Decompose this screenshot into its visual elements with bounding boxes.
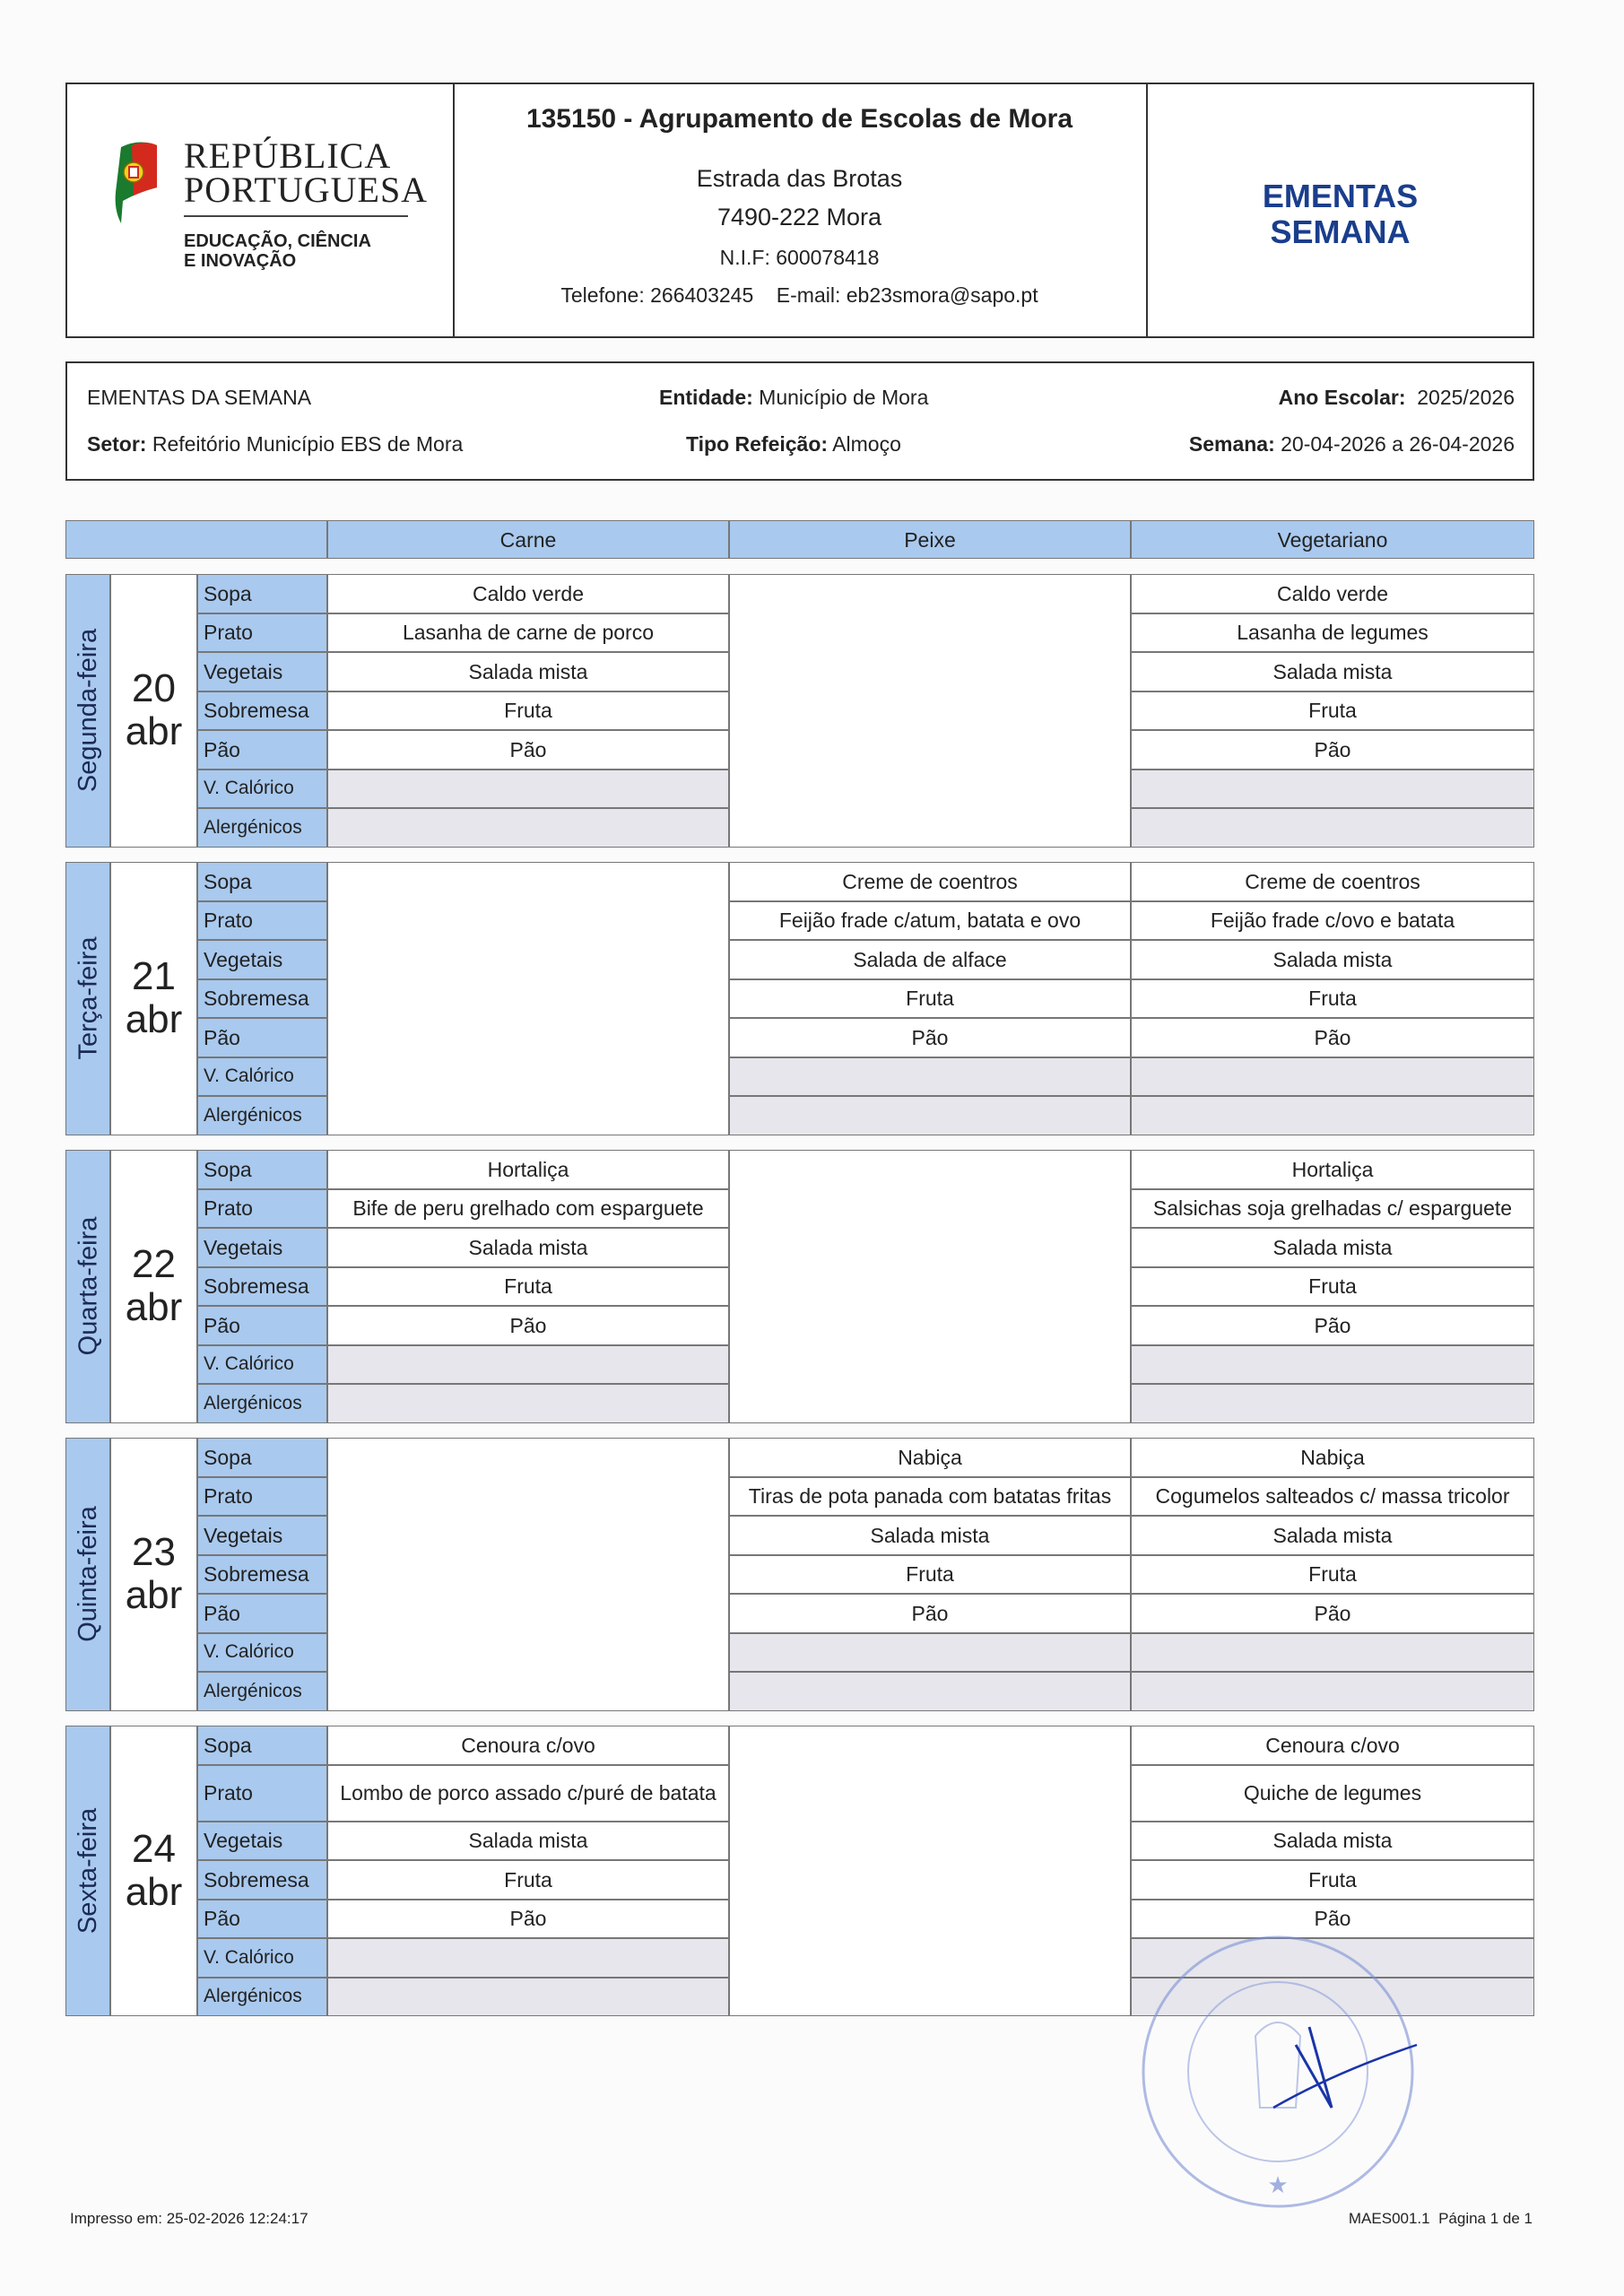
row-label: Vegetais xyxy=(197,1516,327,1555)
weekday-label: Terça-feira xyxy=(74,936,102,1060)
day-date xyxy=(110,1438,197,1711)
row-label: Sopa xyxy=(197,1438,327,1477)
row-label: Sobremesa xyxy=(197,979,327,1019)
menu-cell-vegetariano: Fruta xyxy=(1131,1860,1534,1900)
menu-cell-carne: Fruta xyxy=(327,1267,729,1307)
day-weekday xyxy=(65,574,110,848)
row-label: Vegetais xyxy=(197,1822,327,1861)
empty-column-carne xyxy=(327,1438,729,1711)
weekday-label: Quarta-feira xyxy=(74,1216,103,1356)
weekday-label: Quinta-feira xyxy=(74,1506,103,1643)
date-month: abr xyxy=(125,709,183,754)
menu-cell-carne: Hortaliça xyxy=(327,1150,729,1189)
info-entidade: Entidade: Município de Mora xyxy=(659,386,929,409)
school-address: Estrada das Brotas xyxy=(696,165,903,192)
row-label: Pão xyxy=(197,1594,327,1633)
menu-cell-vegetariano: Salada mista xyxy=(1131,1228,1534,1267)
day-date xyxy=(110,862,197,1135)
row-label: Pão xyxy=(197,1018,327,1057)
row-label: Prato xyxy=(197,1189,327,1229)
menu-cell-carne: Salada mista xyxy=(327,1822,729,1861)
menu-cell-vegetariano: Fruta xyxy=(1131,1555,1534,1595)
day-date xyxy=(110,574,197,848)
row-label: Vegetais xyxy=(197,1228,327,1267)
row-label: Alergénicos xyxy=(197,1672,327,1711)
row-label: Pão xyxy=(197,1900,327,1939)
row-label: V. Calórico xyxy=(197,1345,327,1385)
row-label: Vegetais xyxy=(197,940,327,979)
school-nif: N.I.F: 600078418 xyxy=(719,246,880,269)
date-month: abr xyxy=(125,1285,183,1330)
menu-cell-carne: Salada mista xyxy=(327,652,729,691)
menu-cell-carne: Bife de peru grelhado com esparguete xyxy=(327,1189,729,1229)
menu-cell-vegetariano: Nabiça xyxy=(1131,1438,1534,1477)
table-header-blank xyxy=(65,520,327,559)
row-label: Alergénicos xyxy=(197,1384,327,1423)
menu-cell-vegetariano: Salada mista xyxy=(1131,940,1534,979)
row-label: V. Calórico xyxy=(197,1057,327,1097)
menu-cell-carne: Lasanha de carne de porco xyxy=(327,613,729,653)
menu-cell-vegetariano: Salada mista xyxy=(1131,1822,1534,1861)
svg-text:★: ★ xyxy=(1267,2172,1289,2199)
menu-cell-vegetariano xyxy=(1131,770,1534,809)
logo-line1: REPÚBLICA xyxy=(184,135,392,176)
menu-cell-carne: Fruta xyxy=(327,691,729,731)
date-month: abr xyxy=(125,997,183,1042)
republica-logo xyxy=(112,135,429,291)
menu-cell-peixe: Pão xyxy=(729,1018,1131,1057)
column-header-peixe: Peixe xyxy=(729,520,1131,559)
menu-cell-vegetariano: Salada mista xyxy=(1131,652,1534,691)
menu-cell-carne: Pão xyxy=(327,1900,729,1939)
empty-column-peixe xyxy=(729,1726,1131,2016)
row-label: Vegetais xyxy=(197,652,327,691)
menu-cell-peixe: Fruta xyxy=(729,1555,1131,1595)
menu-cell-peixe: Salada mista xyxy=(729,1516,1131,1555)
menu-cell-carne xyxy=(327,1938,729,1978)
menu-cell-vegetariano xyxy=(1131,1057,1534,1097)
date-month: abr xyxy=(125,1870,183,1914)
day-date xyxy=(110,1150,197,1423)
row-label: Sobremesa xyxy=(197,1555,327,1595)
menu-cell-carne: Fruta xyxy=(327,1860,729,1900)
doc-title-line2: SEMANA xyxy=(1270,213,1411,250)
empty-column-peixe xyxy=(729,1150,1131,1423)
menu-cell-vegetariano: Cogumelos salteados c/ massa tricolor xyxy=(1131,1477,1534,1517)
menu-cell-vegetariano: Pão xyxy=(1131,730,1534,770)
menu-cell-carne xyxy=(327,808,729,848)
row-label: Prato xyxy=(197,1765,327,1822)
menu-cell-vegetariano: Quiche de legumes xyxy=(1131,1765,1534,1822)
date-day: 23 xyxy=(132,1530,176,1575)
row-label: Sopa xyxy=(197,574,327,613)
menu-cell-peixe: Tiras de pota panada com batatas fritas xyxy=(729,1477,1131,1517)
menu-cell-carne: Caldo verde xyxy=(327,574,729,613)
weekday-label: Sexta-feira xyxy=(74,1807,103,1935)
menu-cell-peixe: Fruta xyxy=(729,979,1131,1019)
menu-cell-vegetariano: Fruta xyxy=(1131,1267,1534,1307)
menu-cell-vegetariano: Pão xyxy=(1131,1306,1534,1345)
flag-emblem-icon xyxy=(112,138,161,223)
menu-cell-carne: Lombo de porco assado c/puré de batata xyxy=(327,1765,729,1822)
row-label: Prato xyxy=(197,1477,327,1517)
day-date xyxy=(110,1726,197,2016)
column-header-carne: Carne xyxy=(327,520,729,559)
date-day: 21 xyxy=(132,954,176,999)
footer-printed: Impresso em: 25-02-2026 12:24:17 xyxy=(70,2210,308,2227)
logo-sub1: EDUCAÇÃO, CIÊNCIA xyxy=(184,231,371,251)
row-label: Prato xyxy=(197,613,327,653)
row-label: Sobremesa xyxy=(197,691,327,731)
menu-cell-carne: Salada mista xyxy=(327,1228,729,1267)
day-weekday xyxy=(65,1438,110,1711)
menu-cell-carne: Cenoura c/ovo xyxy=(327,1726,729,1765)
info-setor: Setor: Refeitório Município EBS de Mora xyxy=(87,432,464,456)
menu-cell-vegetariano: Salsichas soja grelhadas c/ esparguete xyxy=(1131,1189,1534,1229)
menu-cell-peixe: Nabiça xyxy=(729,1438,1131,1477)
day-weekday xyxy=(65,1150,110,1423)
menu-cell-vegetariano xyxy=(1131,808,1534,848)
menu-cell-vegetariano xyxy=(1131,1633,1534,1673)
menu-cell-vegetariano: Hortaliça xyxy=(1131,1150,1534,1189)
doc-title-line1: EMENTAS xyxy=(1262,178,1419,214)
menu-cell-vegetariano: Salada mista xyxy=(1131,1516,1534,1555)
school-stamp xyxy=(1130,1928,1426,2215)
menu-cell-vegetariano xyxy=(1131,1672,1534,1711)
row-label: Sobremesa xyxy=(197,1267,327,1307)
date-day: 22 xyxy=(132,1242,176,1287)
row-label: V. Calórico xyxy=(197,1633,327,1673)
column-header-vegetariano: Vegetariano xyxy=(1131,520,1534,559)
menu-cell-vegetariano xyxy=(1131,1384,1534,1423)
footer-page: MAES001.1 Página 1 de 1 xyxy=(1348,2210,1533,2227)
doc-title xyxy=(1146,178,1534,250)
menu-cell-peixe xyxy=(729,1057,1131,1097)
day-weekday xyxy=(65,1726,110,2016)
menu-cell-vegetariano: Fruta xyxy=(1131,979,1534,1019)
school-contact: Telefone: 266403245 E-mail: eb23smora@sapo.pt xyxy=(560,283,1038,307)
row-label: Alergénicos xyxy=(197,808,327,848)
menu-cell-vegetariano xyxy=(1131,1345,1534,1385)
menu-cell-peixe: Creme de coentros xyxy=(729,862,1131,901)
info-title: EMENTAS DA SEMANA xyxy=(87,386,312,409)
info-ano: Ano Escolar: 2025/2026 xyxy=(1278,386,1515,409)
info-tipo: Tipo Refeição: Almoço xyxy=(686,432,901,456)
info-semana: Semana: 20-04-2026 a 26-04-2026 xyxy=(1188,432,1515,456)
menu-cell-peixe: Feijão frade c/atum, batata e ovo xyxy=(729,901,1131,941)
header-box xyxy=(65,83,1534,338)
menu-cell-carne: Pão xyxy=(327,730,729,770)
date-day: 24 xyxy=(132,1827,176,1871)
logo-line2: PORTUGUESA xyxy=(184,170,429,210)
menu-cell-vegetariano: Feijão frade c/ovo e batata xyxy=(1131,901,1534,941)
menu-cell-peixe: Pão xyxy=(729,1594,1131,1633)
menu-cell-carne: Pão xyxy=(327,1306,729,1345)
menu-cell-vegetariano: Pão xyxy=(1131,1018,1534,1057)
menu-cell-carne xyxy=(327,1978,729,2017)
menu-cell-vegetariano: Pão xyxy=(1131,1594,1534,1633)
logo-sub2: E INOVAÇÃO xyxy=(184,251,297,271)
school-title: 135150 - Agrupamento de Escolas de Mora xyxy=(525,104,1073,134)
menu-cell-vegetariano: Pão xyxy=(1131,1900,1534,1939)
menu-cell-peixe xyxy=(729,1672,1131,1711)
menu-cell-vegetariano: Caldo verde xyxy=(1131,574,1534,613)
menu-cell-vegetariano: Lasanha de legumes xyxy=(1131,613,1534,653)
empty-column-peixe xyxy=(729,574,1131,848)
row-label: Sopa xyxy=(197,862,327,901)
info-box xyxy=(65,361,1534,481)
row-label: Alergénicos xyxy=(197,1096,327,1135)
empty-column-carne xyxy=(327,862,729,1135)
row-label: Sopa xyxy=(197,1726,327,1765)
weekday-label: Segunda-feira xyxy=(74,629,102,793)
row-label: V. Calórico xyxy=(197,1938,327,1978)
row-label: Alergénicos xyxy=(197,1978,327,2017)
row-label: Sobremesa xyxy=(197,1860,327,1900)
menu-cell-carne xyxy=(327,1384,729,1423)
row-label: Pão xyxy=(197,1306,327,1345)
date-day: 20 xyxy=(132,666,176,711)
day-weekday xyxy=(65,862,110,1135)
menu-cell-vegetariano: Fruta xyxy=(1131,691,1534,731)
menu-cell-peixe xyxy=(729,1633,1131,1673)
menu-cell-vegetariano: Creme de coentros xyxy=(1131,862,1534,901)
row-label: Sopa xyxy=(197,1150,327,1189)
date-month: abr xyxy=(125,1573,183,1618)
row-label: Pão xyxy=(197,730,327,770)
menu-cell-carne xyxy=(327,770,729,809)
menu-cell-carne xyxy=(327,1345,729,1385)
menu-cell-vegetariano: Cenoura c/ovo xyxy=(1131,1726,1534,1765)
menu-cell-peixe xyxy=(729,1096,1131,1135)
menu-cell-vegetariano xyxy=(1131,1096,1534,1135)
row-label: V. Calórico xyxy=(197,770,327,809)
school-zip: 7490-222 Mora xyxy=(716,204,882,230)
row-label: Prato xyxy=(197,901,327,941)
menu-cell-peixe: Salada de alface xyxy=(729,940,1131,979)
